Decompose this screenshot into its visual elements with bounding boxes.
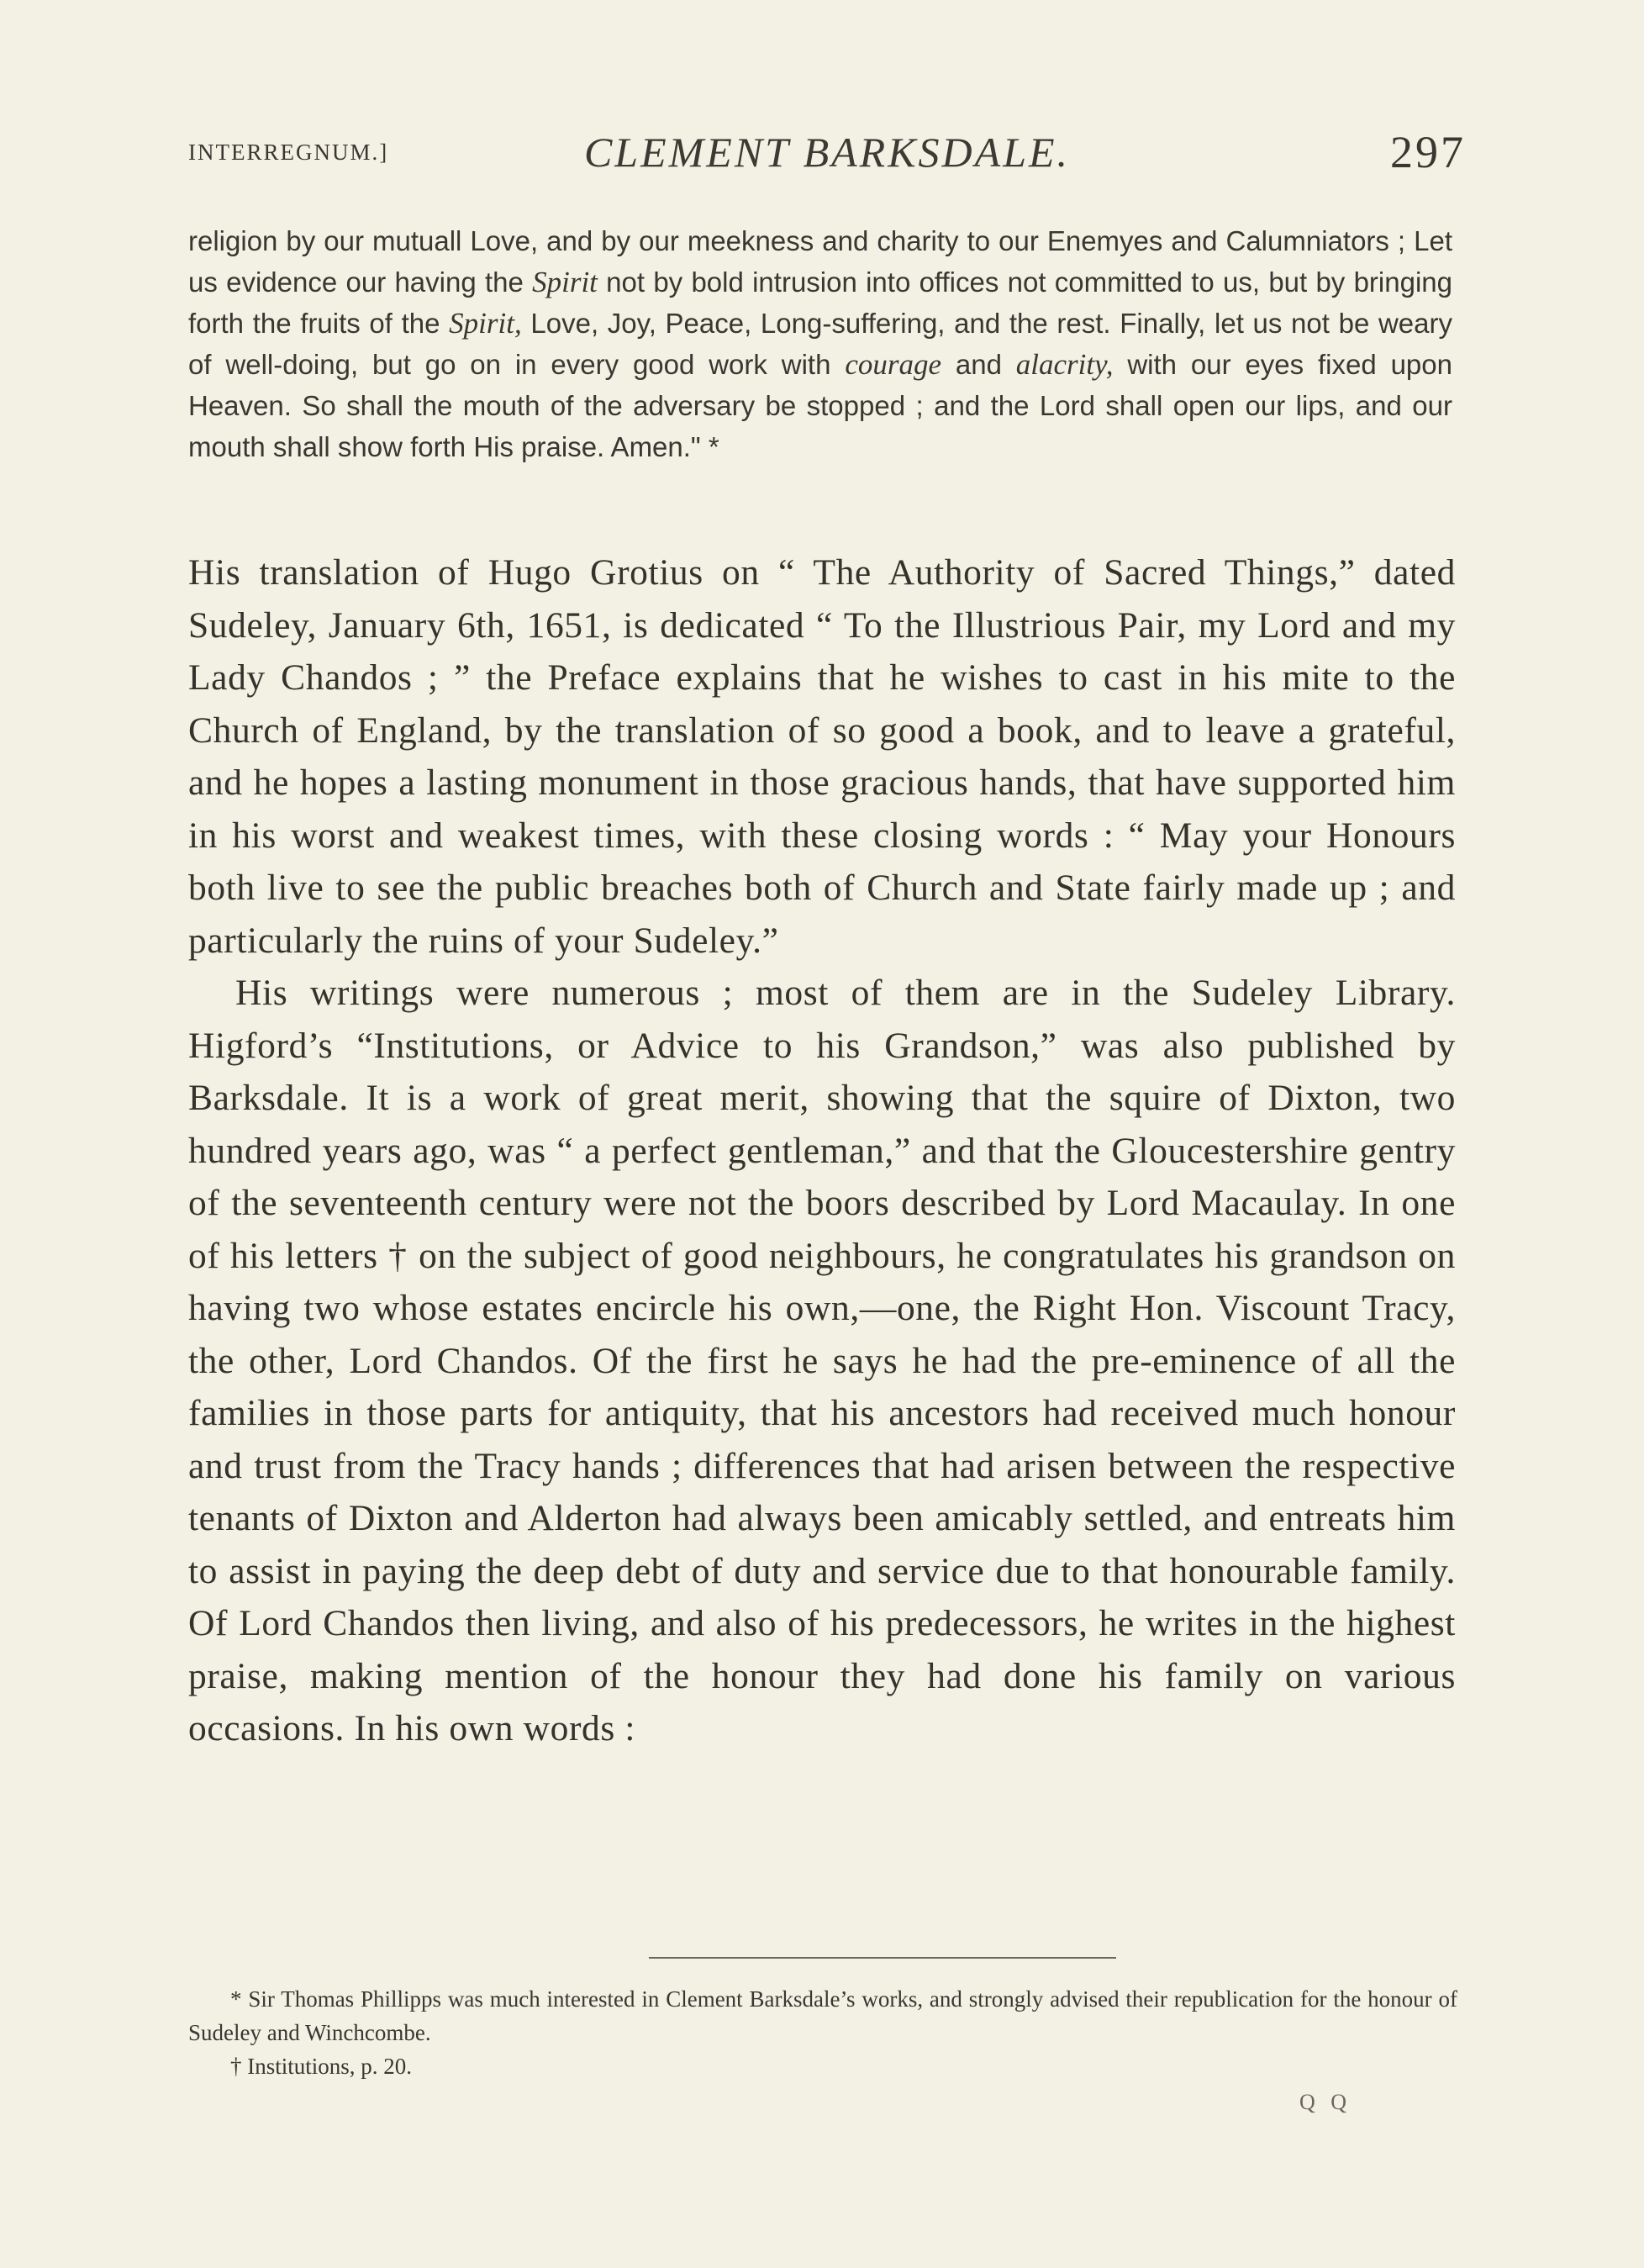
header-title: CLEMENT BARKSDALE. (583, 129, 1071, 176)
quote-italic: Spirit (532, 266, 598, 298)
quoted-passage (188, 220, 1452, 467)
quote-text: Love, Joy, Peace, Long-suffering, and the rest. Finally, let us not be weary of well-doing, but go on in every good work with (188, 308, 1453, 380)
quote-text: with our eyes fixed upon Heaven. So shall the mouth of the adversary be stopped ; and the Lord shall open our lips, and our mouth shall show forth His praise. Amen." * (188, 349, 1452, 462)
signature-mark: Q Q (1299, 2090, 1352, 2114)
body-paragraph-1: His translation of Hugo Grotius on “ The Authority of Sacred Things,” dated Sudeley, January 6th, 1651, is dedicated “ To the Illustrious Pair, my Lord and my Lady Chandos ; ” the Preface explains that he wishes to cast in his mite to the Church of England, by the translation of so good a book, and to leave a grateful, and he hopes a lasting monument in those gracious hands, that have supported him in his worst and weakest times, with these closing words : “ May your Honours both live to see the public breaches both of Church and State fairly made up ; and particularly the ruins of your Sudeley.” (188, 552, 1456, 961)
running-header (188, 124, 1466, 178)
quoted-paragraph (188, 220, 1452, 467)
quote-italic: alacrity, (1015, 348, 1114, 381)
quote-italic: Spirit, (449, 307, 522, 340)
header-section-label: INTERREGNUM.] (188, 140, 389, 165)
quote-text: and (941, 349, 1016, 380)
page-number: 297 (1390, 127, 1466, 177)
footnote-dagger: † Institutions, p. 20. (230, 2054, 413, 2079)
footnote-divider (649, 1957, 1116, 1959)
quote-italic: courage (845, 348, 942, 381)
footnotes (188, 1982, 1457, 2083)
quote-text: not by bold intrusion into offices not committed to us, but by bringing forth the fruits of the (188, 266, 1452, 339)
footnote-asterisk: * Sir Thomas Phillipps was much interested in Clement Barksdale’s works, and strongly advised their republication for the honour of Sudeley and Winchcombe. (188, 1986, 1457, 2045)
body-paragraph-2: His writings were numerous ; most of them are in the Sudeley Library. Higford’s “Institutions, or Advice to his Grandson,” was also published by Barksdale. It is a work of great merit, showing that the squire of Dixton, two hundred years ago, was “ a perfect gentleman,” and that the Gloucestershire gentry of the seventeenth century were not the boors described by Lord Macaulay. In one of his letters † on the subject of good neighbours, he congratulates his grandson on having two whose estates encircle his own,—one, the Right Hon. Viscount Tracy, the other, Lord Chandos. Of the first he says he had the pre-eminence of all the families in those parts for antiquity, that his ancestors had received much honour and trust from the Tracy hands ; differences that had arisen between the respective tenants of Dixton and Alderton had always been amicably settled, and entreats him to assist in paying the deep debt of duty and service due to that honourable family. Of Lord Chandos then living, and also of his predecessors, he writes in the highest praise, making mention of the honour they had done his family on various occasions. In his own words : (188, 973, 1456, 1748)
quote-text: religion by our mutuall Love, and by our meekness and charity to our Enemyes and Calumniators ; Let us evidence our having the (188, 225, 1452, 298)
main-text (188, 546, 1456, 1755)
